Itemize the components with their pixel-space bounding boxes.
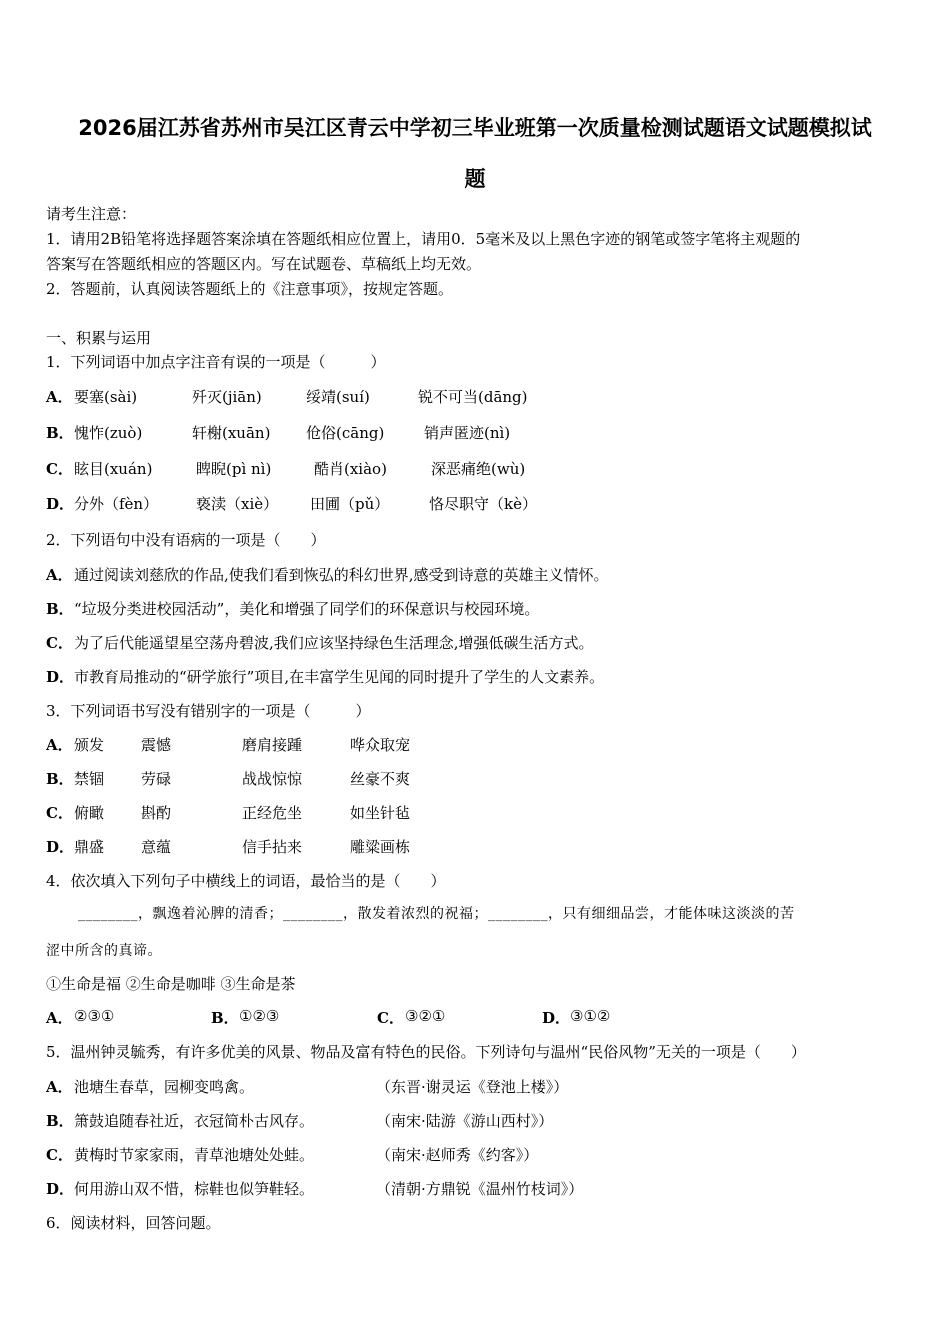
notice-heading: 请考生注意： [46, 205, 137, 223]
option-text: 为了后代能遥望星空荡舟碧波,我们应该坚持绿色生活理念,增强低碳生活方式。 [74, 634, 594, 652]
notice-item-2: 2．答题前，认真阅读答题纸上的《注意事项》，按规定答题。 [46, 280, 454, 298]
word: 斟酌 [141, 804, 172, 822]
word: 愧怍(zuò) [74, 424, 143, 442]
page-title-continued: 题 [464, 167, 486, 191]
question-3-stem: 3．下列词语书写没有错别字的一项是（ ） [46, 702, 371, 720]
option-text: ③①② [570, 1007, 611, 1025]
word: 如坐针毡 [350, 804, 411, 822]
option-label: D． [46, 495, 75, 513]
option-label: A． [46, 736, 73, 754]
question-4-choices: ①生命是福 ②生命是咖啡 ③生命是茶 [46, 975, 296, 993]
word: 睥睨(pì nì) [196, 460, 272, 478]
option-label: C． [377, 1009, 404, 1027]
option-label: A． [46, 1009, 73, 1027]
option-label: B． [46, 424, 74, 442]
word: 伧俗(cāng) [306, 424, 385, 442]
word: 分外（fèn） [74, 495, 159, 513]
question-4-stem: 4．依次填入下列句子中横线上的词语，最恰当的是（ ） [46, 872, 446, 890]
word: 战战惊惊 [242, 770, 303, 788]
option-label: C． [46, 634, 73, 652]
option-text: 箫鼓追随春社近，衣冠简朴古风存。 [74, 1112, 315, 1130]
word: 要塞(sài) [74, 388, 138, 406]
word: 劳碌 [141, 770, 172, 788]
option-label: D． [46, 1180, 75, 1198]
option-label: B． [46, 1112, 74, 1130]
word: 眩目(xuán) [74, 460, 153, 478]
page-title: 2026届江苏省苏州市吴江区青云中学初三毕业班第一次质量检测试题语文试题模拟试 [78, 116, 872, 140]
word: 磨肩接踵 [242, 736, 303, 754]
option-label: B． [211, 1009, 239, 1027]
word: 亵渎（xiè） [196, 495, 279, 513]
option-label: D． [542, 1009, 571, 1027]
option-label: A． [46, 388, 73, 406]
option-text: 黄梅时节家家雨，青草池塘处处蛙。 [74, 1146, 315, 1164]
word: 禁锢 [74, 770, 105, 788]
word: 鼎盛 [74, 838, 105, 856]
option-label: C． [46, 804, 73, 822]
notice-item-1-cont: 答案写在答题纸相应的答题区内。写在试题卷、草稿纸上均无效。 [46, 255, 482, 273]
option-label: B． [46, 770, 74, 788]
option-text: “垃圾分类进校园活动”，美化和增强了同学们的环保意识与校园环境。 [74, 600, 540, 618]
option-source: （东晋·谢灵运《登池上楼》） [376, 1078, 569, 1096]
option-source: （清朝·方鼎锐《温州竹枝词》） [376, 1180, 584, 1198]
word: 绥靖(suí) [306, 388, 370, 406]
option-label: C． [46, 460, 73, 478]
word: 田圃（pǔ） [310, 495, 390, 513]
word: 销声匿迹(nì) [424, 424, 511, 442]
option-label: A． [46, 566, 73, 584]
word: 锐不可当(dāng) [418, 388, 528, 406]
word: 酷肖(xiào) [314, 460, 387, 478]
word: 雕粱画栋 [350, 838, 411, 856]
word: 丝豪不爽 [350, 770, 411, 788]
question-5-stem: 5．温州钟灵毓秀，有许多优美的风景、物品及富有特色的民俗。下列诗句与温州“民俗风物”无关的一项是（ ） [46, 1043, 806, 1061]
word: 恪尽职守（kè） [429, 495, 537, 513]
option-text: ①②③ [239, 1007, 280, 1025]
word: 意蕴 [141, 838, 172, 856]
word: 俯瞰 [74, 804, 105, 822]
option-label: D． [46, 668, 75, 686]
section-heading: 一、积累与运用 [46, 329, 152, 347]
option-label: A． [46, 1078, 73, 1096]
option-text: 市教育局推动的“研学旅行”项目,在丰富学生见闻的同时提升了学生的人文素养。 [74, 668, 605, 686]
word: 哗众取宠 [350, 736, 411, 754]
option-source: （南宋·陆游《游山西村》） [376, 1112, 554, 1130]
option-text: ③②① [405, 1007, 446, 1025]
word: 正经危坐 [242, 804, 303, 822]
question-6-stem: 6．阅读材料，回答问题。 [46, 1214, 221, 1232]
word: 颁发 [74, 736, 105, 754]
word: 歼灭(jiān) [192, 388, 262, 406]
option-label: B． [46, 600, 74, 618]
question-1-stem: 1．下列词语中加点字注音有误的一项是（ ） [46, 353, 386, 371]
question-4-passage-cont: 涩中所含的真谛。 [46, 943, 162, 959]
word: 深恶痛绝(wù) [431, 460, 526, 478]
word: 信手拈来 [242, 838, 303, 856]
question-2-stem: 2．下列语句中没有语病的一项是（ ） [46, 531, 326, 549]
option-text: 通过阅读刘慈欣的作品,使我们看到恢弘的科幻世界,感受到诗意的英雄主义情怀。 [74, 566, 609, 584]
notice-item-1: 1．请用2B铅笔将选择题答案涂填在答题纸相应位置上，请用0．5毫米及以上黑色字迹的钢笔或签字笔将主观题的 [46, 230, 801, 248]
option-label: C． [46, 1146, 73, 1164]
option-source: （南宋·赵师秀《约客》） [376, 1146, 539, 1164]
option-text: 何用游山双不惜，棕鞋也似笋鞋轻。 [74, 1180, 315, 1198]
word: 轩榭(xuān) [192, 424, 271, 442]
option-text: ②③① [74, 1007, 115, 1025]
option-label: D． [46, 838, 75, 856]
question-4-passage: ________，飘逸着沁脾的清香；________，散发着浓烈的祝福；________，只有细细品尝，才能体味这淡淡的苦 [78, 906, 795, 922]
word: 震憾 [141, 736, 172, 754]
option-text: 池塘生春草，园柳变鸣禽。 [74, 1078, 255, 1096]
